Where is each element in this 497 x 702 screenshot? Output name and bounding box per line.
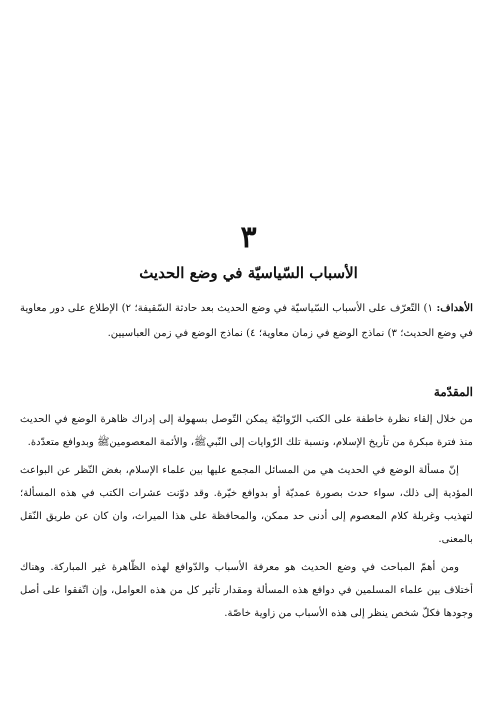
introduction-paragraph-1: من خلال إلقاء نظرة خاطفة على الكتب الرّوائيّة يمكن التّوصل بسهولة إلى إدراك ظاهرة الوضع في الحديث منذ فترة مبكرة من تأريخ الإسلام، ونسبة تلك الرّوايات إلى النّبيﷺ، والأئمة المعصومينﷺ وبدوافع متعدّدة.	[20, 414, 473, 449]
chapter-number: ٣	[240, 220, 257, 255]
objectives-text: ١) التّعرّف على الأسباب السّياسيّة في وضع الحديث بعد حادثة السّقيفة؛ ٢) الإطلاع على دور معاوية في وضع الحديث؛ ٣) نماذج الوضع في زمان معاوية؛ ٤) نماذج الوضع في زمن العباسيين.	[20, 303, 473, 339]
introduction-paragraph-2: إنّ مسألة الوضع في الحديث هي من المسائل المجمع عليها بين علماء الإسلام، بغض النّظر عن البواعث المؤدية إلى ذلك، سواء حدث بصورة عمديّة أو بدوافع خيّرة. وقد دوّنت عشرات الكتب في هذه المسألة؛ لتهذيب وغربلة كلام المعصوم إلى أدنى حد ممكن، والمحافظة على هذا الميراث، وان كان عن طريق النّقل بالمعنى.	[20, 464, 473, 546]
objectives-paragraph	[20, 296, 473, 346]
section-heading-introduction: المقدّمة	[433, 385, 473, 399]
chapter-title: الأسباب السّياسيّة في وضع الحديث	[139, 264, 358, 282]
objectives-label: الأهداف:	[436, 302, 473, 314]
introduction-paragraph-3: ومن أهمّ المباحث في وضع الحديث هو معرفة الأسباب والدّوافع لهذه الظّاهرة غير المباركة. وهناك أختلاف بين علماء المسلمين في دوافع هذه المسألة ومقدار تأثير كل من هذه العوامل، وإن اتّفقوا على أصل وجودها فكلّ شخص ينظر إلى هذه الأسباب من زاوية خاصّة.	[20, 561, 473, 620]
introduction-body	[20, 408, 473, 630]
